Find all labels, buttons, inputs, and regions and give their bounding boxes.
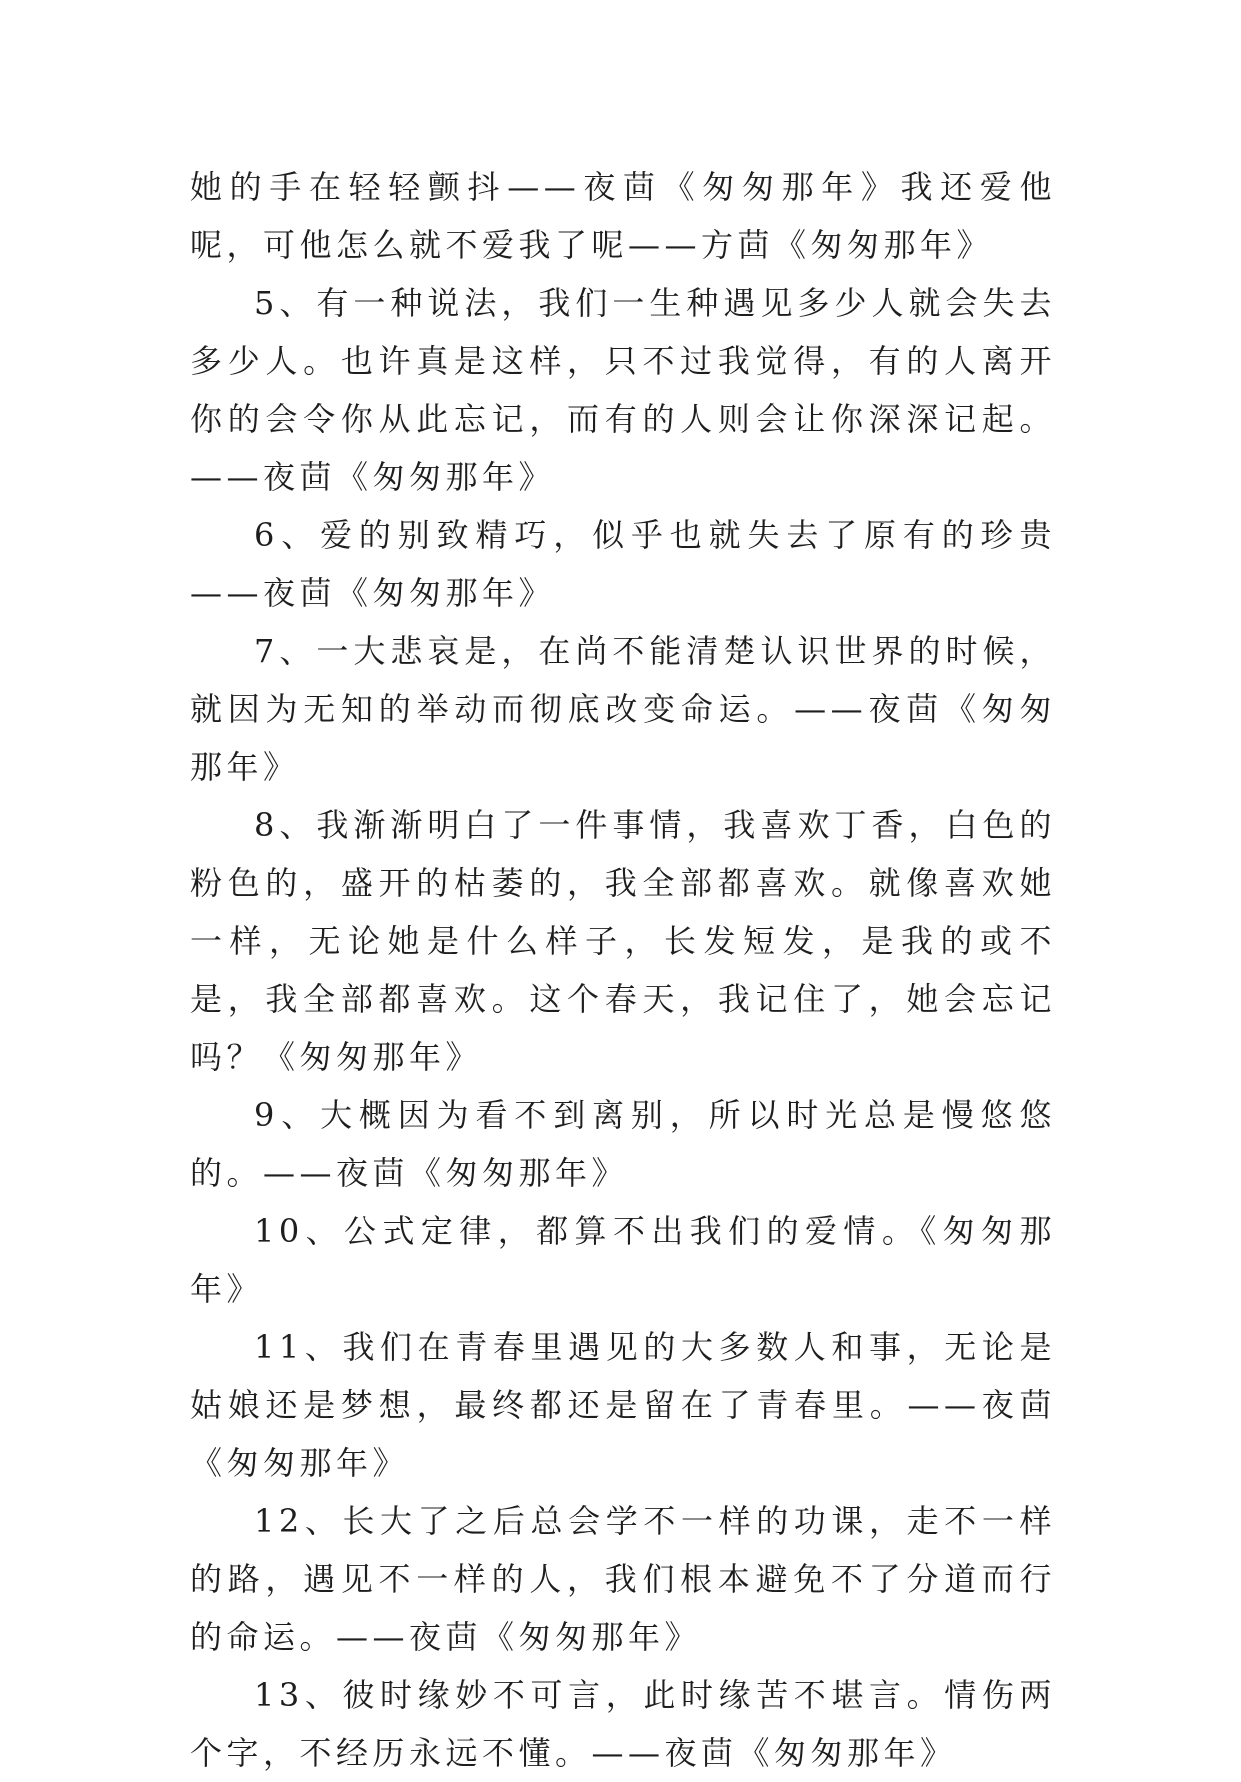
paragraph-item-10: 10、公式定律，都算不出我们的爱情。《匆匆那年》 [190, 1212, 1056, 1308]
paragraph-item-12: 12、长大了之后总会学不一样的功课，走不一样的路，遇见不一样的人，我们根本避免不了分道而行的命运。——夜茴《匆匆那年》 [190, 1502, 1056, 1656]
paragraph-item-6: 6、爱的别致精巧，似乎也就失去了原有的珍贵——夜茴《匆匆那年》 [190, 516, 1056, 612]
paragraph-item-7: 7、一大悲哀是，在尚不能清楚认识世界的时候，就因为无知的举动而彻底改变命运。——夜茴《匆匆那年》 [190, 632, 1056, 786]
paragraph-item-8: 8、我渐渐明白了一件事情，我喜欢丁香，白色的粉色的，盛开的枯萎的，我全部都喜欢。就像喜欢她一样，无论她是什么样子，长发短发，是我的或不是，我全部都喜欢。这个春天，我记住了，她会忘记吗？《匆匆那年》 [190, 806, 1056, 1076]
paragraph-item-13: 13、彼时缘妙不可言，此时缘苦不堪言。情伤两个字，不经历永远不懂。——夜茴《匆匆那年》 [190, 1676, 1056, 1772]
paragraph-continued: 她的手在轻轻颤抖——夜茴《匆匆那年》我还爱他呢，可他怎么就不爱我了呢——方茴《匆匆那年》 [190, 168, 1056, 264]
document-body [190, 158, 1056, 1782]
paragraph-item-9: 9、大概因为看不到离别，所以时光总是慢悠悠的。——夜茴《匆匆那年》 [190, 1096, 1056, 1192]
paragraph-item-11: 11、我们在青春里遇见的大多数人和事，无论是姑娘还是梦想，最终都还是留在了青春里。——夜茴《匆匆那年》 [190, 1328, 1056, 1482]
paragraph-item-5: 5、有一种说法，我们一生种遇见多少人就会失去多少人。也许真是这样，只不过我觉得，有的人离开你的会令你从此忘记，而有的人则会让你深深记起。——夜茴《匆匆那年》 [190, 284, 1056, 496]
